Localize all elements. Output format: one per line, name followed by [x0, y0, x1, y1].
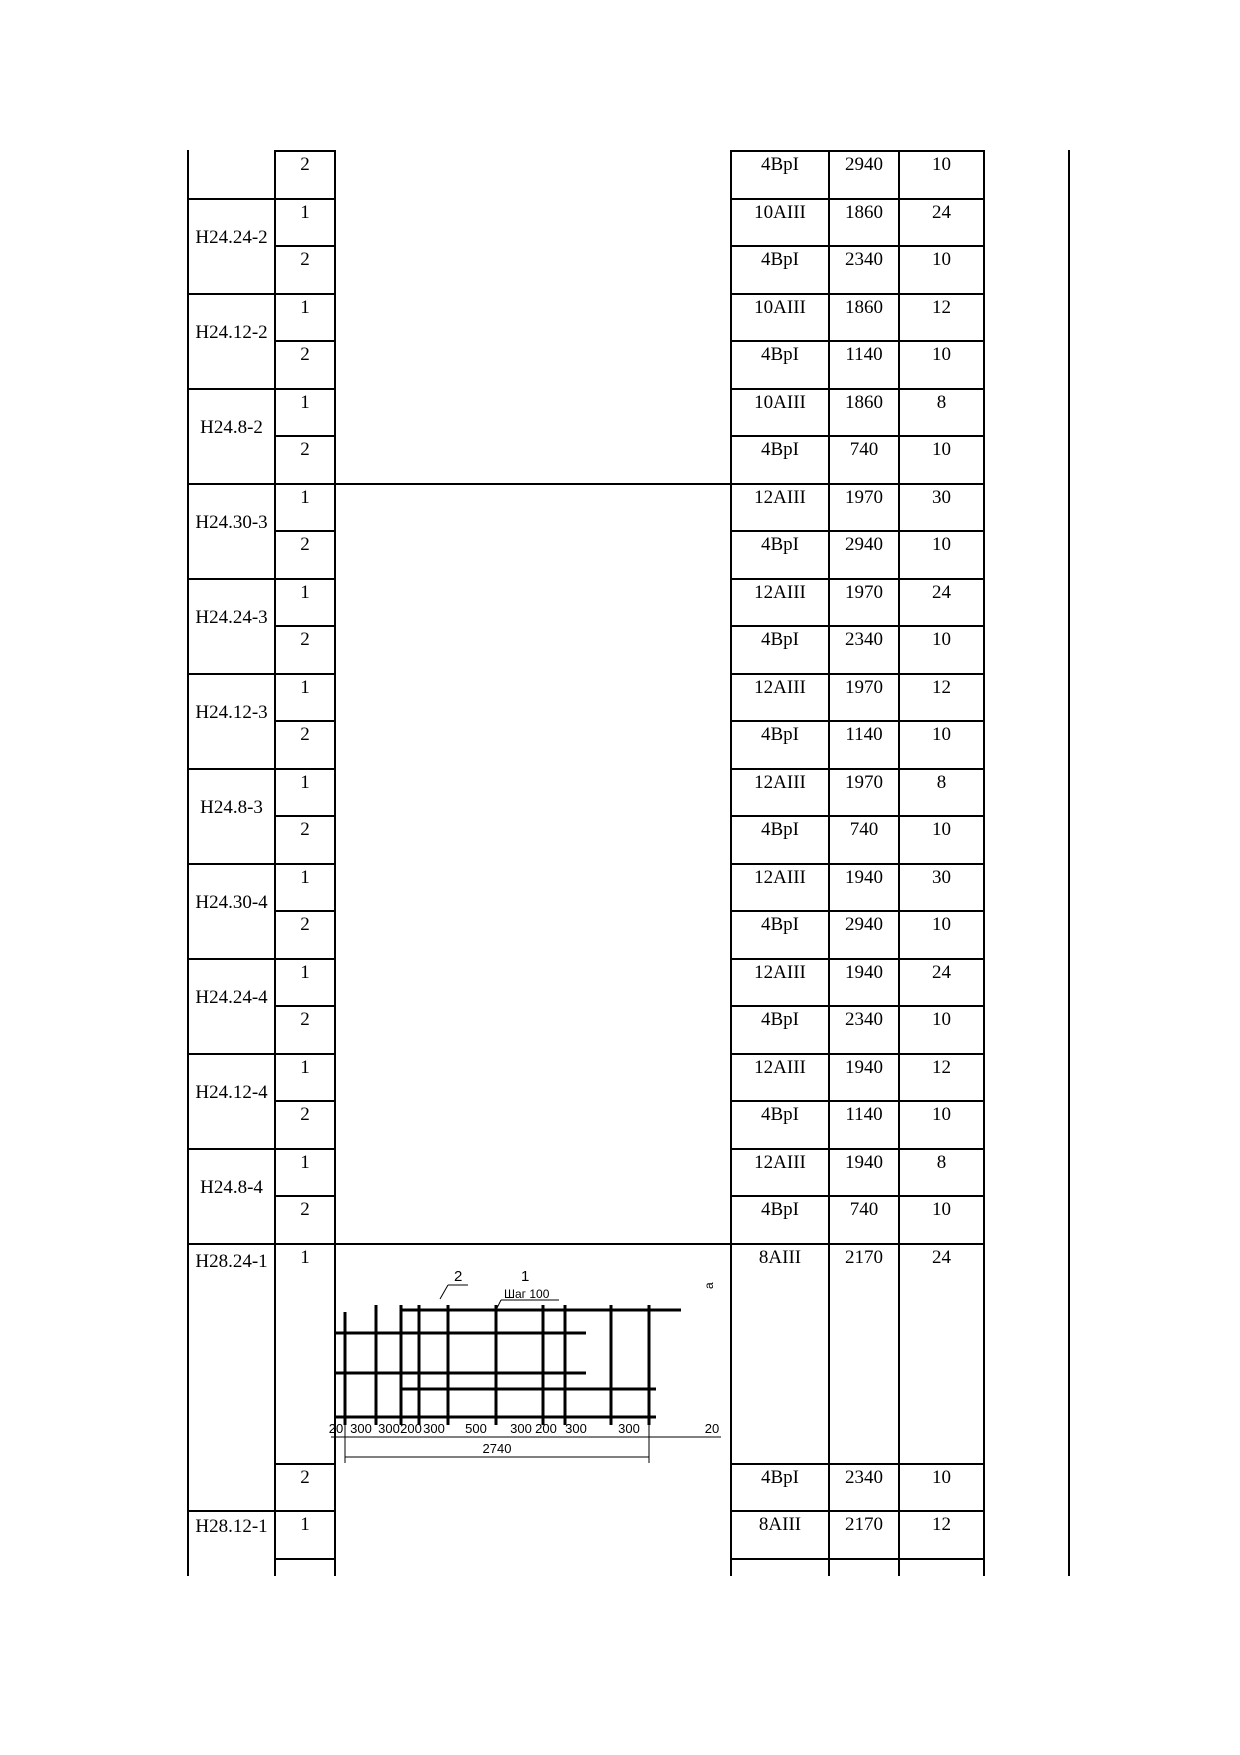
steel-grade: 4ВрI	[761, 1104, 799, 1125]
bar-length: 2340	[845, 629, 883, 650]
group-border	[187, 1243, 276, 1245]
group-border	[187, 958, 276, 960]
row-border	[274, 293, 336, 295]
product-mark: Н24.12-3	[195, 702, 268, 723]
row-border	[274, 768, 336, 770]
row-border	[274, 1558, 336, 1560]
row-border	[274, 625, 336, 627]
bar-length: 1970	[845, 676, 883, 698]
bar-count: 8	[936, 1151, 947, 1173]
bar-length: 1940	[845, 1151, 883, 1173]
position-number: 2	[300, 1009, 310, 1030]
bar-count: 24	[932, 961, 951, 983]
bar-count: 8	[936, 391, 947, 413]
total-length: 2740	[482, 1441, 512, 1456]
row-border	[274, 435, 336, 437]
steel-grade: 12АIII	[754, 486, 806, 508]
row-border	[730, 1195, 985, 1197]
bar-count: 30	[932, 866, 951, 888]
mesh-transverse-bars	[336, 1310, 681, 1417]
position-number: 2	[300, 819, 310, 840]
row-border	[274, 1463, 336, 1465]
row-border	[274, 483, 336, 485]
product-mark: Н24.8-4	[200, 1177, 263, 1198]
position-number: 2	[300, 344, 310, 365]
bar-count: 10	[932, 819, 951, 840]
bar-length: 740	[849, 439, 879, 460]
group-border	[187, 483, 276, 485]
steel-grade: 4ВрI	[761, 914, 799, 935]
row-border	[730, 578, 985, 580]
row-border	[730, 863, 985, 865]
svg-text:300: 300	[423, 1421, 445, 1436]
row-border	[274, 1148, 336, 1150]
group-border	[187, 1510, 276, 1512]
drawing-column-border	[334, 1243, 732, 1245]
steel-grade: 12АIII	[754, 866, 806, 888]
row-border	[730, 1100, 985, 1102]
steel-grade: 4ВрI	[761, 1199, 799, 1220]
group-border	[187, 388, 276, 390]
row-border	[274, 1053, 336, 1055]
position-number: 2	[300, 1199, 310, 1220]
product-mark: Н24.8-3	[200, 797, 263, 818]
row-border	[730, 720, 985, 722]
steel-grade: 4ВрI	[761, 819, 799, 840]
product-mark: Н24.24-3	[195, 607, 268, 628]
row-border	[730, 293, 985, 295]
bar-count: 10	[932, 1466, 951, 1488]
row-border	[730, 1243, 985, 1245]
row-border	[274, 958, 336, 960]
callout-bar-1: 1	[521, 1268, 530, 1285]
row-border	[274, 198, 336, 200]
product-mark: Н24.24-2	[195, 227, 268, 248]
steel-grade: 12АIII	[754, 961, 806, 983]
product-mark: Н24.24-4	[195, 987, 268, 1008]
row-border	[274, 578, 336, 580]
drawing-column-border	[334, 483, 732, 485]
row-border	[274, 1510, 336, 1512]
bar-length: 1940	[845, 961, 883, 983]
product-mark: Н28.24-1	[195, 1250, 268, 1272]
steel-grade: 4ВрI	[761, 534, 799, 555]
bar-length: 740	[849, 1199, 879, 1220]
position-number: 1	[300, 581, 310, 603]
position-number: 2	[300, 439, 310, 460]
group-border	[187, 768, 276, 770]
bar-count: 12	[932, 1056, 951, 1078]
position-number: 2	[300, 629, 310, 650]
row-border	[274, 245, 336, 247]
bar-length: 2940	[845, 534, 883, 555]
row-border	[730, 1053, 985, 1055]
row-border	[730, 1005, 985, 1007]
row-border	[274, 340, 336, 342]
svg-text:300: 300	[565, 1421, 587, 1436]
steel-grade: 10АIII	[754, 201, 806, 223]
group-border	[187, 1148, 276, 1150]
row-border	[730, 198, 985, 200]
product-mark: Н24.30-4	[195, 892, 268, 913]
svg-text:200: 200	[535, 1421, 557, 1436]
bar-length: 2340	[845, 1009, 883, 1030]
steel-grade: 12АIII	[754, 676, 806, 698]
callout-bar-2: 2	[454, 1268, 463, 1285]
row-border	[730, 245, 985, 247]
bar-length: 2940	[845, 154, 883, 175]
bar-length: 1970	[845, 581, 883, 603]
position-number: 1	[300, 866, 310, 888]
bar-length: 1140	[845, 724, 883, 745]
row-border	[274, 1195, 336, 1197]
bar-length: 1860	[845, 201, 883, 223]
steel-grade: 12АIII	[754, 1056, 806, 1078]
position-number: 1	[300, 391, 310, 413]
bar-count: 30	[932, 486, 951, 508]
bar-count: 24	[932, 581, 951, 603]
steel-grade: 4ВрI	[761, 154, 799, 175]
position-number: 2	[300, 249, 310, 270]
position-number: 2	[300, 1466, 310, 1488]
steel-grade: 4ВрI	[761, 629, 799, 650]
bar-length: 1860	[845, 296, 883, 318]
svg-text:200: 200	[400, 1421, 422, 1436]
row-border	[730, 625, 985, 627]
svg-text:300: 300	[618, 1421, 640, 1436]
position-number: 1	[300, 201, 310, 223]
row-border	[730, 673, 985, 675]
row-border	[730, 150, 985, 152]
product-mark: Н24.8-2	[200, 417, 263, 438]
row-border	[730, 435, 985, 437]
bar-length: 1940	[845, 1056, 883, 1078]
group-border	[187, 673, 276, 675]
position-number: 2	[300, 724, 310, 745]
row-border	[730, 1558, 985, 1560]
product-mark: Н24.12-4	[195, 1082, 268, 1103]
bar-count: 10	[932, 344, 951, 365]
svg-text:500: 500	[465, 1421, 487, 1436]
row-border	[730, 1463, 985, 1465]
steel-grade: 4ВрI	[761, 1009, 799, 1030]
svg-text:20: 20	[704, 1421, 720, 1436]
row-border	[730, 815, 985, 817]
bar-count: 8	[936, 771, 947, 793]
steel-grade: 8АIII	[758, 1246, 802, 1268]
row-border	[274, 1100, 336, 1102]
bar-count: 10	[932, 914, 951, 935]
bar-count: 10	[932, 1199, 951, 1220]
row-border	[274, 815, 336, 817]
row-border	[730, 1148, 985, 1150]
steel-grade: 4ВрI	[761, 249, 799, 270]
position-number: 1	[300, 296, 310, 318]
bar-count: 12	[932, 676, 951, 698]
position-number: 1	[300, 1246, 310, 1268]
bar-length: 1970	[845, 486, 883, 508]
bar-count: 12	[932, 296, 951, 318]
mesh-longitudinal-bars	[345, 1305, 649, 1425]
bar-count: 10	[932, 629, 951, 650]
bar-count: 24	[932, 201, 951, 223]
bar-length: 1970	[845, 771, 883, 793]
bar-length: 2940	[845, 914, 883, 935]
position-number: 1	[300, 486, 310, 508]
mesh-drawing	[328, 1265, 731, 1465]
bar-count: 10	[932, 154, 951, 175]
position-number: 1	[300, 676, 310, 698]
bar-count: 12	[932, 1514, 951, 1535]
steel-grade: 4ВрI	[761, 439, 799, 460]
page-right-rule	[1068, 150, 1070, 1576]
row-border	[274, 863, 336, 865]
steel-grade: 10АIII	[754, 296, 806, 318]
steel-grade: 4ВрI	[761, 1466, 799, 1488]
svg-text:300: 300	[350, 1421, 372, 1436]
bar-length: 1940	[845, 866, 883, 888]
bar-length: 740	[849, 819, 879, 840]
bar-length: 2340	[845, 249, 883, 270]
position-number: 1	[300, 1151, 310, 1173]
position-number: 2	[300, 154, 310, 175]
row-border	[274, 910, 336, 912]
row-border	[274, 1243, 336, 1245]
position-number: 1	[300, 961, 310, 983]
row-border	[274, 673, 336, 675]
position-number: 2	[300, 1104, 310, 1125]
row-border	[274, 1005, 336, 1007]
bar-length: 2170	[845, 1514, 883, 1535]
bar-count: 10	[932, 1009, 951, 1030]
row-border	[730, 388, 985, 390]
steel-grade: 4ВрI	[761, 344, 799, 365]
row-border	[730, 910, 985, 912]
bar-count: 10	[932, 534, 951, 555]
steel-grade: 4ВрI	[761, 724, 799, 745]
bar-count: 10	[932, 439, 951, 460]
steel-grade: 8АIII	[758, 1514, 802, 1535]
bar-length: 2170	[845, 1246, 883, 1268]
dimension-labels	[329, 1421, 719, 1436]
bar-count: 10	[932, 1104, 951, 1125]
bar-length: 1140	[845, 1104, 883, 1125]
steel-grade: 12АIII	[754, 771, 806, 793]
svg-text:20: 20	[328, 1421, 344, 1436]
bar-length: 1140	[845, 344, 883, 365]
position-number: 1	[300, 1514, 310, 1535]
position-number: 1	[300, 1056, 310, 1078]
steel-grade: 12АIII	[754, 1151, 806, 1173]
bar-count: 10	[932, 249, 951, 270]
group-border	[187, 198, 276, 200]
bar-count: 24	[932, 1246, 951, 1268]
row-border	[730, 1510, 985, 1512]
row-border	[274, 720, 336, 722]
edge-label: a	[702, 1282, 716, 1289]
row-border	[274, 150, 336, 152]
steel-grade: 12АIII	[754, 581, 806, 603]
group-border	[187, 293, 276, 295]
product-mark: Н28.12-1	[195, 1515, 268, 1537]
position-number: 1	[300, 771, 310, 793]
bar-count: 10	[932, 724, 951, 745]
group-border	[187, 863, 276, 865]
position-number: 2	[300, 534, 310, 555]
group-border	[187, 1053, 276, 1055]
row-border	[730, 768, 985, 770]
row-border	[274, 388, 336, 390]
product-mark: Н24.30-3	[195, 512, 268, 533]
bar-length: 1860	[845, 391, 883, 413]
row-border	[730, 958, 985, 960]
group-border	[187, 578, 276, 580]
svg-text:300: 300	[378, 1421, 400, 1436]
product-mark: Н24.12-2	[195, 322, 268, 343]
row-border	[274, 530, 336, 532]
position-number: 2	[300, 914, 310, 935]
row-border	[730, 483, 985, 485]
step-label: Шаг 100	[504, 1287, 550, 1301]
svg-text:300: 300	[510, 1421, 532, 1436]
steel-grade: 10АIII	[754, 391, 806, 413]
bar-length: 2340	[845, 1466, 883, 1488]
row-border	[730, 530, 985, 532]
row-border	[730, 340, 985, 342]
